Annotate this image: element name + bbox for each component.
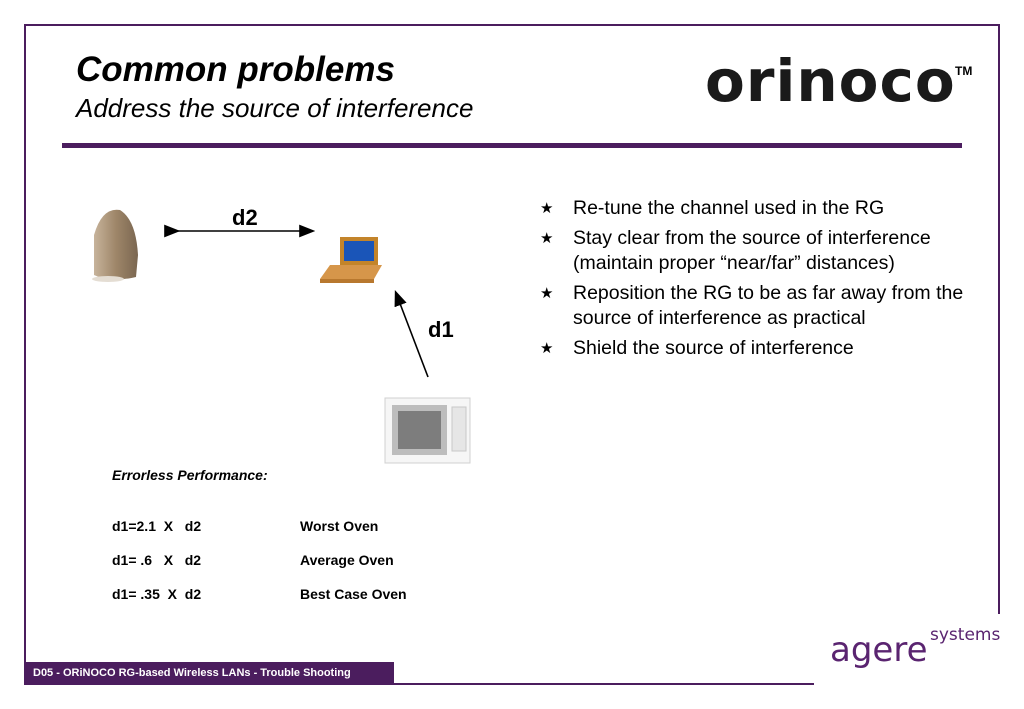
agere-systems-logo-text: systems bbox=[930, 625, 1001, 645]
performance-title: Errorless Performance: bbox=[112, 467, 268, 483]
star-bullet-icon: ★ bbox=[540, 285, 554, 302]
title-divider bbox=[62, 143, 962, 148]
bullet-text: Re-tune the channel used in the RG bbox=[573, 197, 885, 219]
bullet-item bbox=[540, 226, 970, 276]
bullet-text: Stay clear from the source of interference (maintain proper “near/far” distances) bbox=[573, 227, 931, 274]
performance-label: Best Case Oven bbox=[300, 586, 407, 602]
slide-title: Common problems bbox=[76, 50, 395, 89]
bullet-text: Shield the source of interference bbox=[573, 337, 854, 359]
d1-distance-arrow bbox=[396, 293, 428, 377]
frame-right-border bbox=[998, 24, 1000, 614]
microwave-oven-icon bbox=[385, 398, 470, 463]
d2-label: d2 bbox=[232, 205, 258, 230]
performance-label: Worst Oven bbox=[300, 518, 379, 534]
bullet-list bbox=[540, 196, 970, 366]
interference-diagram bbox=[80, 195, 500, 480]
performance-label: Average Oven bbox=[300, 552, 394, 568]
gateway-device-icon bbox=[92, 210, 138, 282]
performance-formula: d1= .6 X d2 bbox=[112, 552, 202, 568]
orinoco-logo: orinoco bbox=[705, 47, 956, 115]
performance-row bbox=[112, 586, 407, 602]
laptop-icon bbox=[320, 237, 382, 283]
performance-row bbox=[112, 518, 378, 534]
frame-top-border bbox=[24, 24, 1000, 26]
footer-text: D05 - ORiNOCO RG-based Wireless LANs - Trouble Shooting bbox=[33, 667, 351, 679]
bullet-item bbox=[540, 196, 970, 221]
performance-formula: d1= .35 X d2 bbox=[112, 586, 202, 602]
star-bullet-icon: ★ bbox=[540, 200, 554, 217]
bullet-text: Reposition the RG to be as far away from the source of interference as practical bbox=[573, 282, 964, 329]
slide-subtitle: Address the source of interference bbox=[76, 93, 474, 123]
agere-logo: agere bbox=[830, 630, 928, 670]
bullet-item bbox=[540, 281, 970, 331]
bullet-item bbox=[540, 336, 970, 361]
performance-row bbox=[112, 552, 394, 568]
performance-formula: d1=2.1 X d2 bbox=[112, 518, 202, 534]
frame-left-border bbox=[24, 24, 26, 684]
star-bullet-icon: ★ bbox=[540, 230, 554, 247]
trademark-mark: TM bbox=[955, 64, 973, 78]
diagram-svg bbox=[80, 195, 500, 475]
d1-label: d1 bbox=[428, 317, 454, 342]
star-bullet-icon: ★ bbox=[540, 340, 554, 357]
